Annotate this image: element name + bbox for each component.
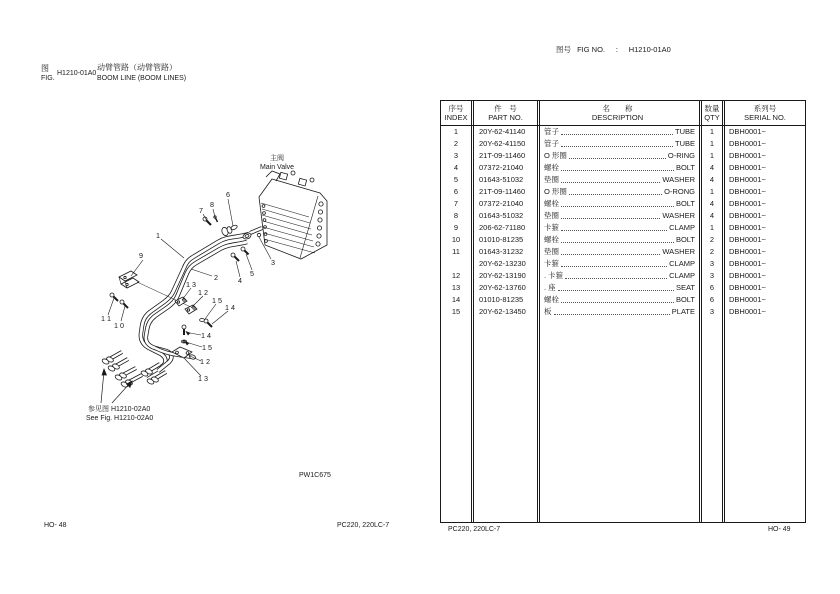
table-row — [441, 294, 805, 306]
empty-cell — [722, 318, 805, 522]
description-en: BOLT — [675, 235, 695, 244]
callout-1: 1 — [156, 231, 160, 240]
header-index-en: INDEX — [444, 113, 468, 122]
main-valve-label-en: Main Valve — [259, 164, 295, 171]
cell-qty: 4 — [699, 198, 722, 210]
fig-number: H1210-01A0 — [57, 70, 97, 77]
header-desc-en: DESCRIPTION — [591, 113, 644, 122]
dotted-leader — [569, 158, 666, 159]
dotted-leader — [554, 314, 670, 315]
cell-qty: 3 — [699, 306, 722, 318]
table-row — [441, 270, 805, 282]
cell-part-no: 20Y-62-41150 — [471, 138, 537, 150]
description-en: SEAT — [675, 283, 695, 292]
description-en: WASHER — [662, 175, 695, 184]
description-en: BOLT — [675, 199, 695, 208]
table-row — [441, 126, 805, 138]
empty-cell — [537, 318, 699, 522]
description-cn: 卡箍 — [544, 223, 559, 232]
description-cn: . 卡箍 — [544, 271, 564, 280]
dotted-leader — [561, 182, 660, 183]
dotted-leader — [558, 290, 674, 291]
callout-9: 9 — [139, 251, 143, 260]
callout-15: 1 5 — [212, 296, 222, 305]
cell-serial: DBH0001~ — [722, 306, 805, 318]
table-row — [441, 282, 805, 294]
cell-description — [537, 126, 699, 138]
dotted-leader — [561, 170, 674, 171]
cell-qty: 2 — [699, 234, 722, 246]
cell-serial: DBH0001~ — [722, 162, 805, 174]
cell-serial: DBH0001~ — [722, 198, 805, 210]
callout-15: 1 5 — [202, 343, 212, 352]
cell-description — [537, 198, 699, 210]
page-title-en: BOOM LINE (BOOM LINES) — [97, 75, 187, 82]
cell-serial: DBH0001~ — [722, 246, 805, 258]
header-part-en: PART NO. — [488, 113, 523, 122]
header-index — [441, 101, 471, 125]
cell-serial: DBH0001~ — [722, 270, 805, 282]
cell-index: 4 — [453, 163, 459, 172]
cell-qty: 6 — [699, 282, 722, 294]
cell-part-no: 01010-81235 — [471, 234, 537, 246]
callout-4: 4 — [238, 276, 242, 285]
cell-qty: 4 — [699, 210, 722, 222]
dotted-leader — [561, 266, 667, 267]
cell-index: 10 — [451, 235, 461, 244]
bolt-14-mid — [182, 325, 186, 335]
cell-description — [537, 186, 699, 198]
description-cn: 垫圈 — [544, 211, 559, 220]
cell-qty: 6 — [699, 294, 722, 306]
cell-part-no: 21T-09-11460 — [471, 186, 537, 198]
table-row — [441, 198, 805, 210]
cell-qty: 1 — [699, 126, 722, 138]
cell-index: 6 — [453, 187, 459, 196]
bolt-14-upper — [204, 319, 212, 327]
description-en: PLATE — [671, 307, 695, 316]
description-en: CLAMP — [669, 271, 695, 280]
callout-5: 5 — [250, 269, 254, 278]
cell-description — [537, 138, 699, 150]
cell-index: 9 — [453, 223, 459, 232]
description-cn: . 座 — [544, 283, 556, 292]
washer-15-upper — [200, 319, 205, 322]
empty-cell — [699, 318, 722, 522]
left-page-number: HO- 48 — [44, 522, 67, 529]
cell-description — [537, 174, 699, 186]
description-en: CLAMP — [669, 259, 695, 268]
dotted-leader — [565, 278, 667, 279]
cell-description — [537, 306, 699, 318]
description-en: BOLT — [675, 163, 695, 172]
description-en: BOLT — [675, 295, 695, 304]
fig-no-value: H1210-01A0 — [628, 45, 671, 54]
cell-serial: DBH0001~ — [722, 282, 805, 294]
cell-index: 14 — [451, 295, 461, 304]
table-filler-row — [441, 318, 805, 522]
o-ring-3 — [257, 233, 260, 236]
callout-12: 1 2 — [198, 288, 208, 297]
see-fig-label-en: See Fig. H1210-02A0 — [86, 415, 154, 422]
cell-index: 5 — [453, 175, 459, 184]
dotted-leader — [569, 194, 662, 195]
cell-description — [537, 294, 699, 306]
parts-table — [440, 100, 806, 523]
bolt-10 — [120, 300, 128, 308]
cell-serial: DBH0001~ — [722, 126, 805, 138]
cell-qty: 1 — [699, 186, 722, 198]
description-cn: 板 — [544, 307, 552, 316]
header-part-no — [471, 101, 537, 125]
header-serial-en: SERIAL NO. — [744, 113, 786, 122]
cell-description — [537, 282, 699, 294]
description-cn: 螺栓 — [544, 199, 559, 208]
dotted-leader — [561, 218, 660, 219]
callout-10: 1 0 — [114, 321, 124, 330]
cell-description — [537, 234, 699, 246]
callout-13: 1 3 — [198, 374, 208, 383]
callout-12: 1 2 — [200, 357, 210, 366]
table-row — [441, 246, 805, 258]
dotted-leader — [561, 134, 673, 135]
cell-index: 12 — [451, 271, 461, 280]
header-part-cn: 件 号 — [494, 104, 517, 113]
dotted-leader — [561, 230, 667, 231]
table-row — [441, 258, 805, 270]
dotted-leader — [561, 302, 674, 303]
callout-14: 1 4 — [225, 303, 235, 312]
callout-11: 1 1 — [101, 314, 111, 323]
cell-part-no: 21T-09-11460 — [471, 150, 537, 162]
empty-cell — [471, 318, 537, 522]
description-cn: 垫圈 — [544, 175, 559, 184]
cell-index: 11 — [452, 247, 460, 256]
left-model-label: PC220, 220LC-7 — [337, 522, 390, 529]
cell-part-no: 20Y-62-13190 — [471, 270, 537, 282]
cell-index: 3 — [453, 151, 459, 160]
cell-description — [537, 222, 699, 234]
cell-part-no: 01643-51032 — [471, 174, 537, 186]
description-en: WASHER — [662, 211, 695, 220]
description-en: WASHER — [662, 247, 695, 256]
cell-serial: DBH0001~ — [722, 294, 805, 306]
callout-3: 3 — [271, 258, 275, 267]
header-serial-cn: 系列号 — [753, 104, 777, 113]
o-ring-6 — [230, 224, 238, 230]
cell-qty: 1 — [699, 150, 722, 162]
dotted-leader — [561, 206, 674, 207]
see-fig-label-cn: 参见图 H1210-02A0 — [88, 406, 151, 413]
cell-part-no: 07372-21040 — [471, 162, 537, 174]
dotted-leader — [561, 242, 674, 243]
header-description — [537, 101, 699, 125]
cell-serial: DBH0001~ — [722, 234, 805, 246]
cell-part-no: 20Y-62-13760 — [471, 282, 537, 294]
table-row — [441, 150, 805, 162]
description-cn: 螺栓 — [544, 295, 559, 304]
cell-qty: 4 — [699, 174, 722, 186]
header-index-cn: 序号 — [448, 104, 464, 113]
callout-14: 1 4 — [201, 331, 211, 340]
cell-serial: DBH0001~ — [722, 258, 805, 270]
cell-serial: DBH0001~ — [722, 210, 805, 222]
description-cn: 螺栓 — [544, 235, 559, 244]
dotted-leader — [561, 146, 673, 147]
cell-serial: DBH0001~ — [722, 150, 805, 162]
cell-description — [537, 270, 699, 282]
table-row — [441, 234, 805, 246]
bolt-4 — [231, 253, 239, 261]
cell-serial: DBH0001~ — [722, 186, 805, 198]
cell-qty: 3 — [699, 258, 722, 270]
cell-description — [537, 246, 699, 258]
right-model-label: PC220, 220LC-7 — [448, 526, 501, 533]
cell-description — [537, 162, 699, 174]
description-cn: 管子 — [544, 139, 559, 148]
cell-index: 8 — [453, 211, 459, 220]
dotted-leader — [561, 254, 660, 255]
header-qty-en: QTY — [704, 113, 720, 122]
cell-part-no: 07372-21040 — [471, 198, 537, 210]
description-cn: O 形圈 — [544, 151, 567, 160]
description-cn: 垫圈 — [544, 247, 559, 256]
right-page-number: HO- 49 — [768, 526, 791, 533]
header-serial — [722, 101, 805, 125]
cell-serial: DBH0001~ — [722, 222, 805, 234]
bolt-11 — [110, 293, 118, 301]
cell-qty: 3 — [699, 270, 722, 282]
cell-serial: DBH0001~ — [722, 138, 805, 150]
cell-index: 2 — [453, 139, 459, 148]
table-row — [441, 222, 805, 234]
main-valve-label-cn: 主阀 — [270, 155, 284, 162]
callout-2: 2 — [214, 273, 218, 282]
cell-index: 7 — [453, 199, 459, 208]
table-body — [441, 126, 805, 522]
main-valve-block — [259, 171, 327, 259]
cell-part-no: 20Y-62-13450 — [471, 306, 537, 318]
cell-index — [441, 258, 471, 270]
description-en: CLAMP — [669, 223, 695, 232]
callout-7: 7 — [199, 206, 203, 215]
cell-index: 1 — [453, 127, 459, 136]
clamp-12-upper — [185, 305, 197, 314]
empty-cell — [441, 318, 471, 522]
description-en: O-RONG — [664, 187, 695, 196]
cell-description — [537, 150, 699, 162]
fig-no-colon: ： — [615, 45, 623, 54]
header-qty-cn: 数量 — [704, 104, 720, 113]
header-desc-cn: 名 称 — [602, 104, 633, 113]
cell-part-no: 206-62-71180 — [471, 222, 537, 234]
cell-part-no: 01643-51032 — [471, 210, 537, 222]
description-cn: 管子 — [544, 127, 559, 136]
drawing-number: PW1C675 — [299, 472, 331, 479]
table-row — [441, 174, 805, 186]
cell-part-no: 01643-31232 — [471, 246, 537, 258]
description-cn: O 形圈 — [544, 187, 567, 196]
fig-label-en: FIG. — [41, 75, 55, 82]
cell-part-no: 20Y-62-41140 — [471, 126, 537, 138]
cell-index: 13 — [451, 283, 461, 292]
cell-description — [537, 210, 699, 222]
description-en: TUBE — [674, 139, 695, 148]
fig-no-label-cn: 图号 — [556, 45, 571, 54]
cell-description — [537, 258, 699, 270]
cell-qty: 1 — [699, 138, 722, 150]
table-row — [441, 138, 805, 150]
cell-qty: 4 — [699, 162, 722, 174]
callout-13: 1 3 — [186, 280, 196, 289]
cell-serial: DBH0001~ — [722, 174, 805, 186]
description-en: O-RING — [667, 151, 695, 160]
cell-part-no: 01010-81235 — [471, 294, 537, 306]
fig-no-label-en: FIG NO. — [577, 45, 606, 54]
table-row — [441, 306, 805, 318]
table-row — [441, 210, 805, 222]
table-row — [441, 186, 805, 198]
cell-qty: 2 — [699, 246, 722, 258]
description-en: TUBE — [674, 127, 695, 136]
description-cn: 螺栓 — [544, 163, 559, 172]
table-header-row — [441, 101, 805, 126]
description-cn: 卡箍 — [544, 259, 559, 268]
page-title-cn: 动臂管路（动臂管路） — [97, 63, 177, 72]
bolt-5 — [241, 247, 249, 255]
callout-6: 6 — [226, 190, 230, 199]
cell-part-no: 20Y-62-13230 — [471, 258, 537, 270]
cell-index: 15 — [451, 307, 461, 316]
callout-8: 8 — [210, 200, 214, 209]
table-row — [441, 162, 805, 174]
fig-label-cn: 图 — [41, 64, 49, 73]
cell-qty: 1 — [699, 222, 722, 234]
header-qty — [699, 101, 722, 125]
